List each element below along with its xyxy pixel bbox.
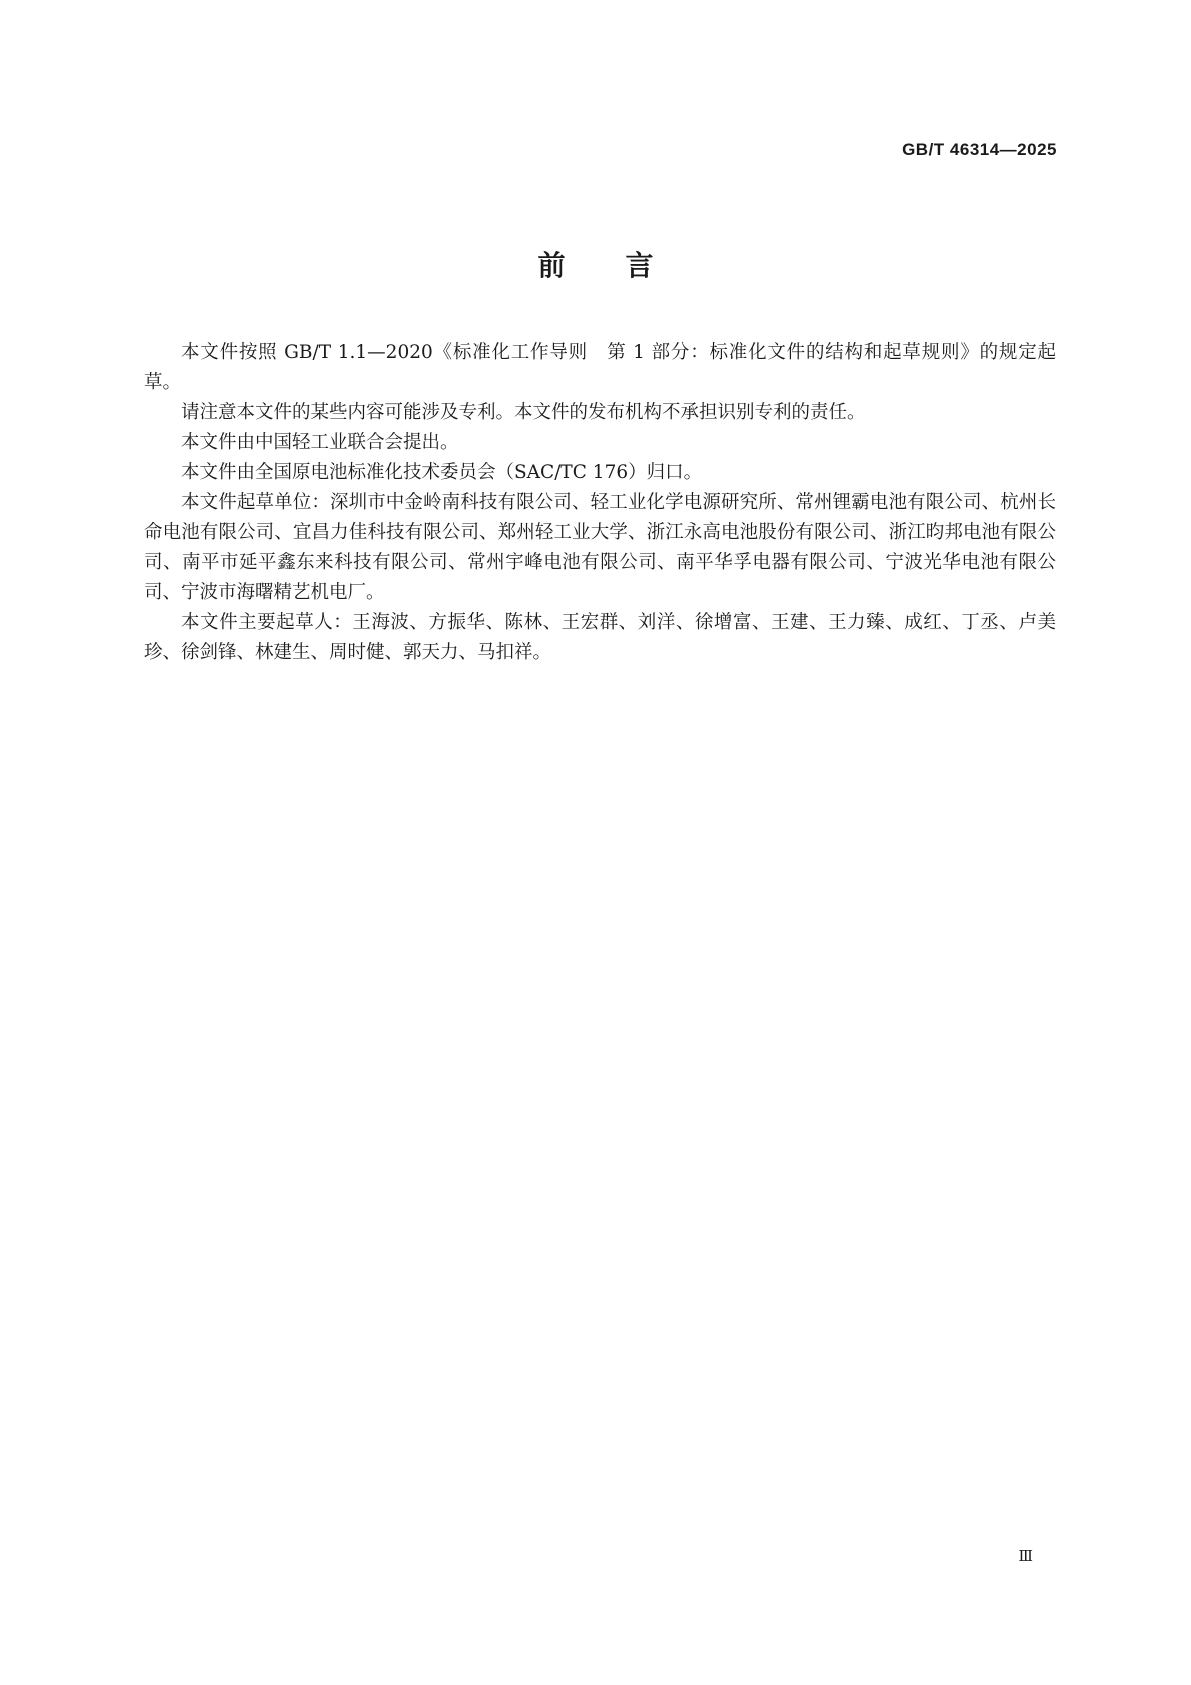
paragraph-drafting-units: 本文件起草单位：深圳市中金岭南科技有限公司、轻工业化学电源研究所、常州锂霸电池有限公司、杭州长命电池有限公司、宜昌力佳科技有限公司、郑州轻工业大学、浙江永高电池股份有限公司、浙江昀邦电池有限公司、南平市延平鑫东来科技有限公司、常州宇峰电池有限公司、南平华孚电器有限公司、宁波光华电池有限公司、宁波市海曙精艺机电厂。 bbox=[144, 492, 1056, 603]
paragraph-drafting-rules: 本文件按照 GB/T 1.1—2020《标准化工作导则 第 1 部分：标准化文件的结构和起草规则》的规定起草。 bbox=[144, 342, 1056, 393]
paragraph-proposer: 本文件由中国轻工业联合会提出。 bbox=[181, 432, 459, 453]
page-number: Ⅲ bbox=[1018, 1547, 1033, 1565]
page-title: 前言 bbox=[537, 249, 714, 282]
paragraph-committee: 本文件由全国原电池标准化技术委员会（SAC/TC 176）归口。 bbox=[181, 462, 703, 483]
paragraph-drafters: 本文件主要起草人：王海波、方振华、陈林、王宏群、刘洋、徐增富、王建、王力臻、成红、丁丞、卢美珍、徐剑锋、林建生、周时健、郭天力、马扣祥。 bbox=[144, 612, 1056, 663]
standard-number: GB/T 46314—2025 bbox=[902, 140, 1057, 159]
foreword-body bbox=[144, 338, 1056, 668]
paragraph-patent-notice: 请注意本文件的某些内容可能涉及专利。本文件的发布机构不承担识别专利的责任。 bbox=[181, 402, 866, 423]
